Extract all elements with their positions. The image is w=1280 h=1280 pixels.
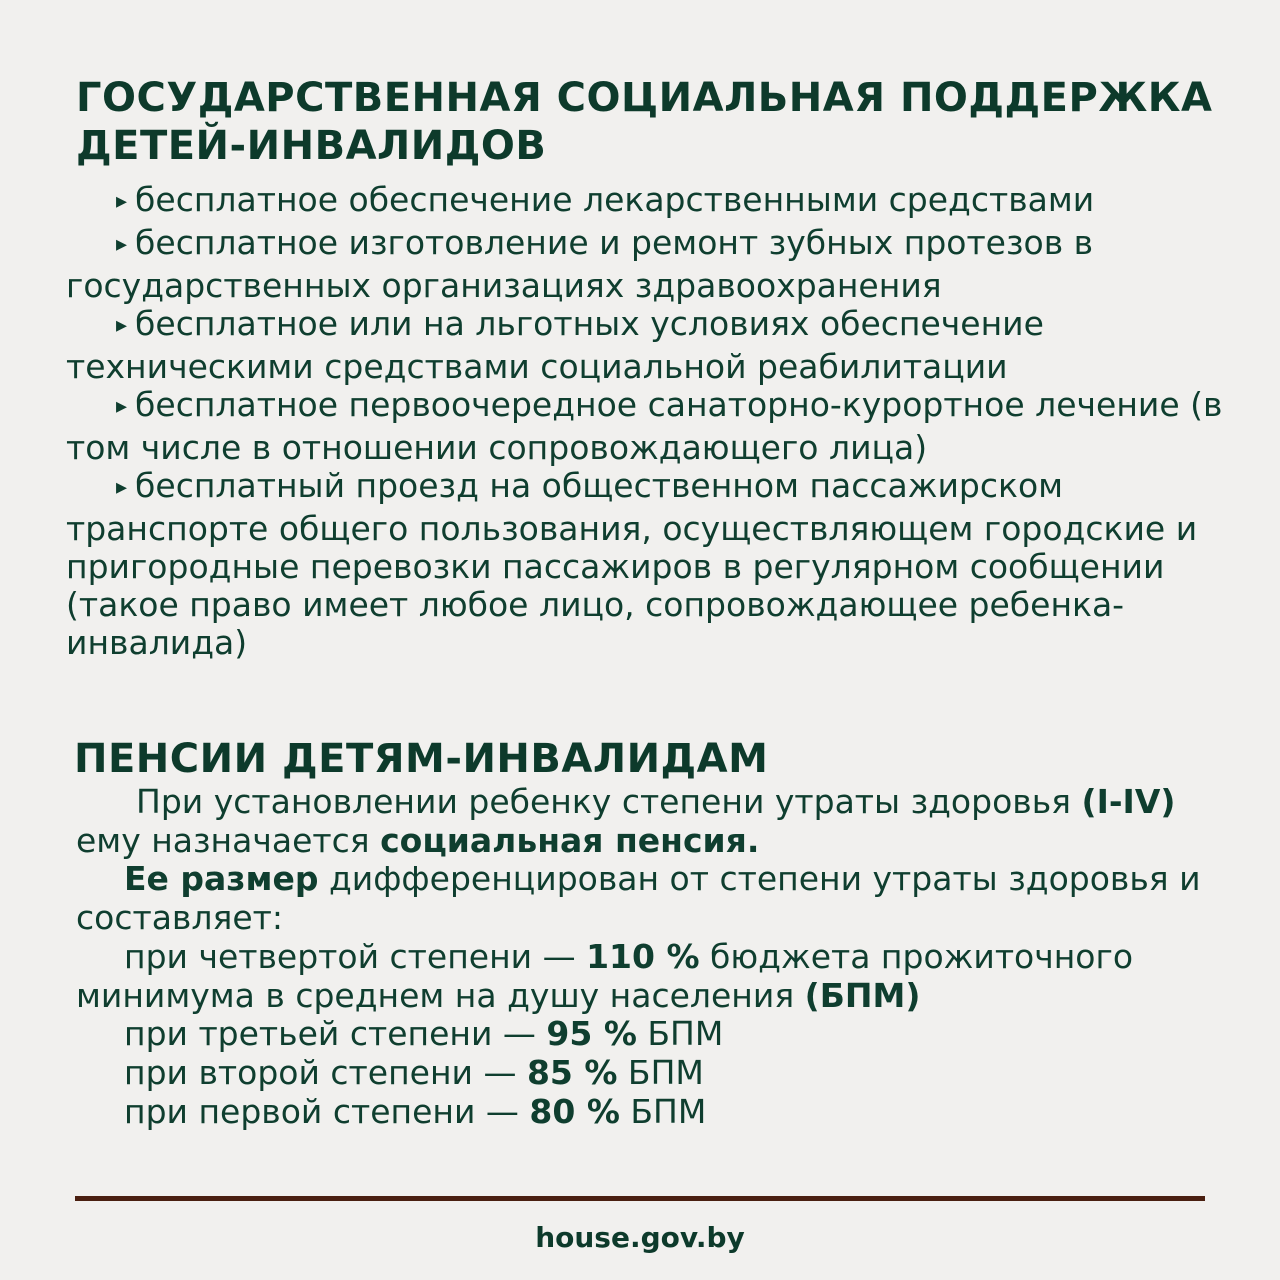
pension-level bbox=[76, 1015, 1226, 1054]
level-label: при первой степени — bbox=[124, 1091, 530, 1131]
pension-intro bbox=[76, 783, 1226, 860]
level-unit: БПМ bbox=[636, 1014, 724, 1054]
level-value: 80 % bbox=[529, 1091, 620, 1131]
pension-intro-mid: ему назначается bbox=[76, 820, 381, 860]
fourth-degree-label: при четвертой степени — bbox=[124, 936, 587, 976]
pension-fourth-degree bbox=[76, 938, 1226, 1015]
level-unit: БПМ bbox=[617, 1052, 704, 1092]
size-text: дифференцирован от степени утраты здоровья и составляет: bbox=[76, 859, 1201, 938]
support-heading: ГОСУДАРСТВЕННАЯ СОЦИАЛЬНАЯ ПОДДЕРЖКА ДЕТЕЙ-ИНВАЛИДОВ bbox=[76, 75, 1213, 169]
level-value: 95 % bbox=[546, 1014, 637, 1054]
pension-heading: ПЕНСИИ ДЕТЯМ-ИНВАЛИДАМ bbox=[74, 736, 769, 782]
footer-divider bbox=[75, 1196, 1205, 1201]
benefit-item bbox=[66, 181, 1236, 224]
bullet-arrow-icon: ▸ bbox=[116, 232, 128, 257]
pension-type: социальная пенсия. bbox=[380, 820, 760, 860]
degree-range: (I-IV) bbox=[1081, 782, 1176, 821]
benefit-item bbox=[66, 386, 1236, 467]
fourth-degree-value: 110 % bbox=[586, 936, 700, 976]
benefit-item bbox=[66, 467, 1236, 662]
bullet-arrow-icon: ▸ bbox=[116, 189, 128, 214]
fourth-degree-text: бюджета прожиточного минимума в среднем на душу населения bbox=[76, 936, 1134, 1015]
benefit-text: бесплатное первоочередное санаторно-курортное лечение (в том числе в отношении сопровождающего лица) bbox=[66, 385, 1223, 467]
footer-site-link[interactable]: house.gov.by bbox=[535, 1221, 745, 1254]
benefit-item bbox=[66, 305, 1236, 386]
pension-level bbox=[76, 1093, 1226, 1132]
benefit-text: бесплатный проезд на общественном пассажирском транспорте общего пользования, осуществляющем городские и пригородные перевозки пассажиров в регулярном сообщении (такое право имеет любое лицо, сопровождающее ребенка-инвалида) bbox=[66, 466, 1198, 662]
benefit-item bbox=[66, 224, 1236, 305]
pension-size bbox=[76, 860, 1226, 937]
level-unit: БПМ bbox=[619, 1091, 707, 1131]
pension-intro-text: При установлении ребенку степени утраты здоровья bbox=[136, 782, 1082, 821]
benefits-list bbox=[66, 181, 1236, 662]
bullet-arrow-icon: ▸ bbox=[116, 394, 128, 419]
level-label: при второй степени — bbox=[124, 1052, 527, 1092]
level-value: 85 % bbox=[526, 1052, 618, 1092]
bullet-arrow-icon: ▸ bbox=[116, 313, 128, 338]
size-label: Ее размер bbox=[124, 859, 319, 899]
pension-level bbox=[76, 1054, 1226, 1093]
benefit-text: бесплатное или на льготных условиях обеспечение техническими средствами социальной реабилитации bbox=[66, 304, 1044, 386]
benefit-text: бесплатное изготовление и ремонт зубных протезов в государственных организациях здравоохранения bbox=[66, 223, 1094, 305]
level-label: при третьей степени — bbox=[124, 1014, 547, 1054]
bpm-abbreviation: (БПМ) bbox=[804, 975, 921, 1015]
pension-section bbox=[76, 783, 1226, 1131]
bullet-arrow-icon: ▸ bbox=[116, 475, 128, 500]
benefit-text: бесплатное обеспечение лекарственными средствами bbox=[135, 180, 1095, 219]
